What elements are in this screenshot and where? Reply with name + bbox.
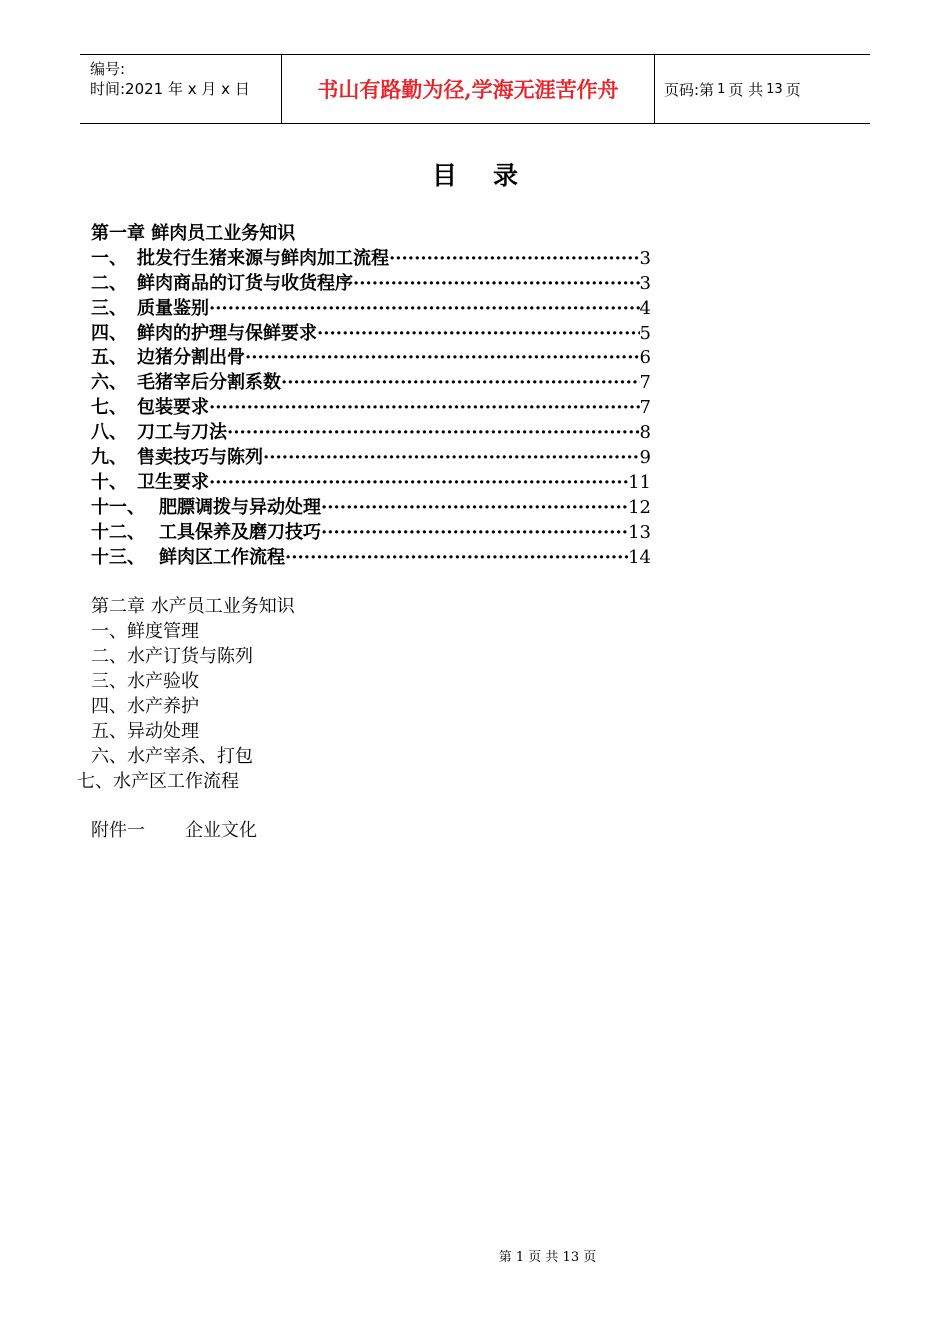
toc-entry[interactable] [91, 546, 651, 571]
toc-entry-page: 11 [628, 471, 651, 493]
toc-entry-number: 十、 [91, 471, 127, 493]
toc-entry-title: 鲜肉商品的订货与收货程序 [137, 272, 353, 294]
toc-entry-page: 4 [639, 297, 651, 319]
page-suffix: 页 [785, 80, 801, 99]
toc-entry-title: 卫生要求 [137, 471, 209, 493]
toc-entry-title: 鲜肉的护理与保鲜要求 [137, 322, 317, 344]
toc-subentry[interactable]: 一、鲜度管理 [91, 621, 199, 643]
appendix-entry[interactable] [91, 819, 651, 844]
header-divider-right [654, 55, 655, 123]
toc-entry[interactable] [91, 297, 651, 322]
dot-leader [245, 346, 640, 371]
header-meta [90, 59, 250, 99]
toc-entry-number: 十三、 [91, 546, 145, 568]
toc-entry-title: 毛猪宰后分割系数 [137, 372, 281, 394]
dot-leader [209, 471, 628, 496]
toc-entry-title: 批发行生猪来源与鲜肉加工流程 [137, 247, 389, 269]
toc-entry-page: 13 [628, 521, 651, 543]
page-footer: 第 1 页 共 13 页 [498, 1250, 597, 1265]
toc-entry[interactable] [91, 346, 651, 371]
toc-entry-title: 边猪分割出骨 [137, 347, 245, 369]
toc-entry-title: 售卖技巧与陈列 [137, 447, 263, 469]
toc-entry-number: 二、 [91, 272, 127, 294]
toc-entry-page: 14 [628, 546, 651, 568]
toc-entry-page: 5 [639, 322, 651, 344]
appendix-text: 企业文化 [185, 820, 257, 842]
toc-entry-number: 八、 [91, 422, 127, 444]
toc-entry-title: 肥膘调拨与异动处理 [159, 496, 321, 518]
toc-entry-number: 四、 [91, 322, 127, 344]
toc-entry-number: 一、 [91, 247, 127, 269]
header-page-indicator [664, 55, 801, 123]
toc-entry[interactable] [91, 322, 651, 347]
toc-entry-number: 十一、 [91, 496, 145, 518]
toc-title: 目录 [431, 161, 554, 190]
toc-entry-title: 包装要求 [137, 397, 209, 419]
dot-leader [389, 247, 640, 272]
toc-subentry[interactable]: 七、水产区工作流程 [77, 770, 239, 792]
toc-entry-title: 刀工与刀法 [137, 422, 227, 444]
toc-entry[interactable] [91, 272, 651, 297]
dot-leader [227, 421, 640, 446]
appendix-label: 附件一 [91, 820, 145, 842]
toc-entry-number: 七、 [91, 397, 127, 419]
dot-leader [317, 322, 640, 347]
toc-entry-number: 六、 [91, 372, 127, 394]
toc-subentry[interactable]: 四、水产养护 [91, 695, 199, 717]
page-header [80, 54, 870, 124]
document-time-label: 时间:2021 年 x 月 x 日 [90, 80, 250, 98]
dot-leader [353, 272, 640, 297]
dot-leader [321, 521, 628, 546]
table-of-contents [77, 222, 651, 844]
toc-entry-page: 9 [639, 447, 651, 469]
chapter-1-heading: 第一章 鲜肉员工业务知识 [91, 223, 296, 244]
dot-leader [321, 496, 628, 521]
toc-entry-number: 三、 [91, 297, 127, 319]
toc-entry[interactable] [91, 446, 651, 471]
toc-entry-title: 工具保养及磨刀技巧 [159, 521, 321, 543]
toc-subentry[interactable]: 三、水产验收 [91, 671, 199, 693]
toc-entry[interactable] [91, 521, 651, 546]
chapter-2-heading: 第二章 水产员工业务知识 [91, 596, 295, 618]
toc-subentry[interactable]: 六、水产宰杀、打包 [91, 745, 253, 767]
toc-entry-page: 7 [639, 372, 651, 394]
toc-entry-page: 3 [639, 247, 651, 269]
toc-entry-number: 十二、 [91, 521, 145, 543]
dot-leader [209, 396, 640, 421]
toc-entry[interactable] [91, 247, 651, 272]
toc-entry-page: 6 [639, 347, 651, 369]
document-number-label: 编号: [90, 60, 126, 78]
toc-entry-number: 九、 [91, 447, 127, 469]
page-mid: 页 共 [728, 80, 764, 99]
page-total: 13 [766, 81, 783, 97]
toc-entry[interactable] [91, 371, 651, 396]
toc-entry-page: 12 [628, 496, 651, 518]
toc-entry[interactable] [91, 496, 651, 521]
toc-entry-page: 3 [639, 272, 651, 294]
page-prefix: 页码:第 [664, 80, 715, 99]
toc-subentry[interactable]: 五、异动处理 [91, 720, 199, 742]
dot-leader [263, 446, 640, 471]
toc-entry[interactable] [91, 471, 651, 496]
dot-leader [285, 546, 628, 571]
toc-entry-number: 五、 [91, 347, 127, 369]
toc-entry[interactable] [91, 396, 651, 421]
page-number: 1 [717, 81, 726, 97]
toc-subentry[interactable]: 二、水产订货与陈列 [91, 646, 253, 668]
toc-entry-page: 7 [639, 397, 651, 419]
header-motto: 书山有路勤为径,学海无涯苦作舟 [317, 77, 619, 102]
toc-entry-title: 质量鉴别 [137, 297, 209, 319]
dot-leader [209, 297, 640, 322]
toc-entry[interactable] [91, 421, 651, 446]
toc-entry-title: 鲜肉区工作流程 [159, 546, 285, 568]
toc-entry-page: 8 [639, 422, 651, 444]
dot-leader [281, 371, 640, 396]
